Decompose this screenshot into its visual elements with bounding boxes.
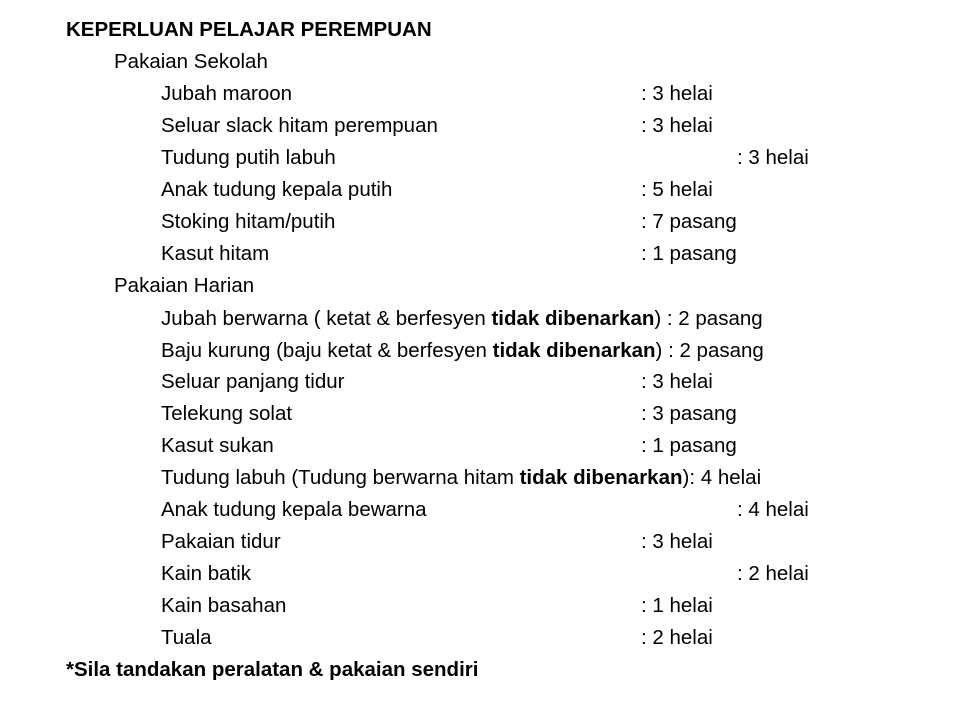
list-item: Anak tudung kepala bewarna <box>161 498 427 521</box>
list-item: Pakaian tidur <box>161 530 281 553</box>
item-quantity: : 1 pasang <box>641 242 737 265</box>
item-emphasis: tidak dibenarkan <box>492 339 656 362</box>
list-item <box>161 466 761 490</box>
item-quantity: : 3 helai <box>641 82 713 105</box>
item-text: Tudung labuh (Tudung berwarna hitam <box>161 466 520 489</box>
list-item: Tudung putih labuh <box>161 146 336 169</box>
item-quantity: : 3 helai <box>641 530 713 553</box>
list-item: Jubah maroon <box>161 82 293 105</box>
list-item: Kasut hitam <box>161 242 270 265</box>
item-quantity: : 2 helai <box>737 562 809 585</box>
list-item: Seluar slack hitam perempuan <box>161 114 438 137</box>
list-item: Seluar panjang tidur <box>161 370 345 393</box>
item-text: Baju kurung (baju ketat & berfesyen <box>161 339 493 362</box>
list-item: Tuala <box>161 626 212 649</box>
item-emphasis: tidak dibenarkan <box>491 307 655 330</box>
item-quantity: : 3 helai <box>641 114 713 137</box>
list-item: Stoking hitam/putih <box>161 210 336 233</box>
page-title: KEPERLUAN PELAJAR PEREMPUAN <box>66 18 432 41</box>
list-item: Kain basahan <box>161 594 287 617</box>
item-text: ) : 2 pasang <box>655 339 764 362</box>
list-item: Telekung solat <box>161 402 293 425</box>
section-heading-pakaian-harian: Pakaian Harian <box>114 274 255 297</box>
item-text: ): 4 helai <box>682 466 762 489</box>
item-quantity: : 5 helai <box>641 178 713 201</box>
item-quantity: : 7 pasang <box>641 210 737 233</box>
item-text: Jubah berwarna ( ketat & berfesyen <box>161 307 492 330</box>
item-text: ) : 2 pasang <box>654 307 763 330</box>
item-quantity: : 3 helai <box>641 370 713 393</box>
list-item: Kain batik <box>161 562 252 585</box>
item-quantity: : 2 helai <box>641 626 713 649</box>
item-quantity: : 4 helai <box>737 498 809 521</box>
footnote: *Sila tandakan peralatan & pakaian sendiri <box>66 658 479 681</box>
item-emphasis: tidak dibenarkan <box>519 466 683 489</box>
item-quantity: : 1 pasang <box>641 434 737 457</box>
item-quantity: : 1 helai <box>641 594 713 617</box>
section-heading-pakaian-sekolah: Pakaian Sekolah <box>114 50 268 73</box>
list-item: Anak tudung kepala putih <box>161 178 393 201</box>
item-quantity: : 3 pasang <box>641 402 737 425</box>
list-item: Kasut sukan <box>161 434 274 457</box>
item-quantity: : 3 helai <box>737 146 809 169</box>
list-item <box>161 339 764 363</box>
list-item <box>161 307 763 331</box>
